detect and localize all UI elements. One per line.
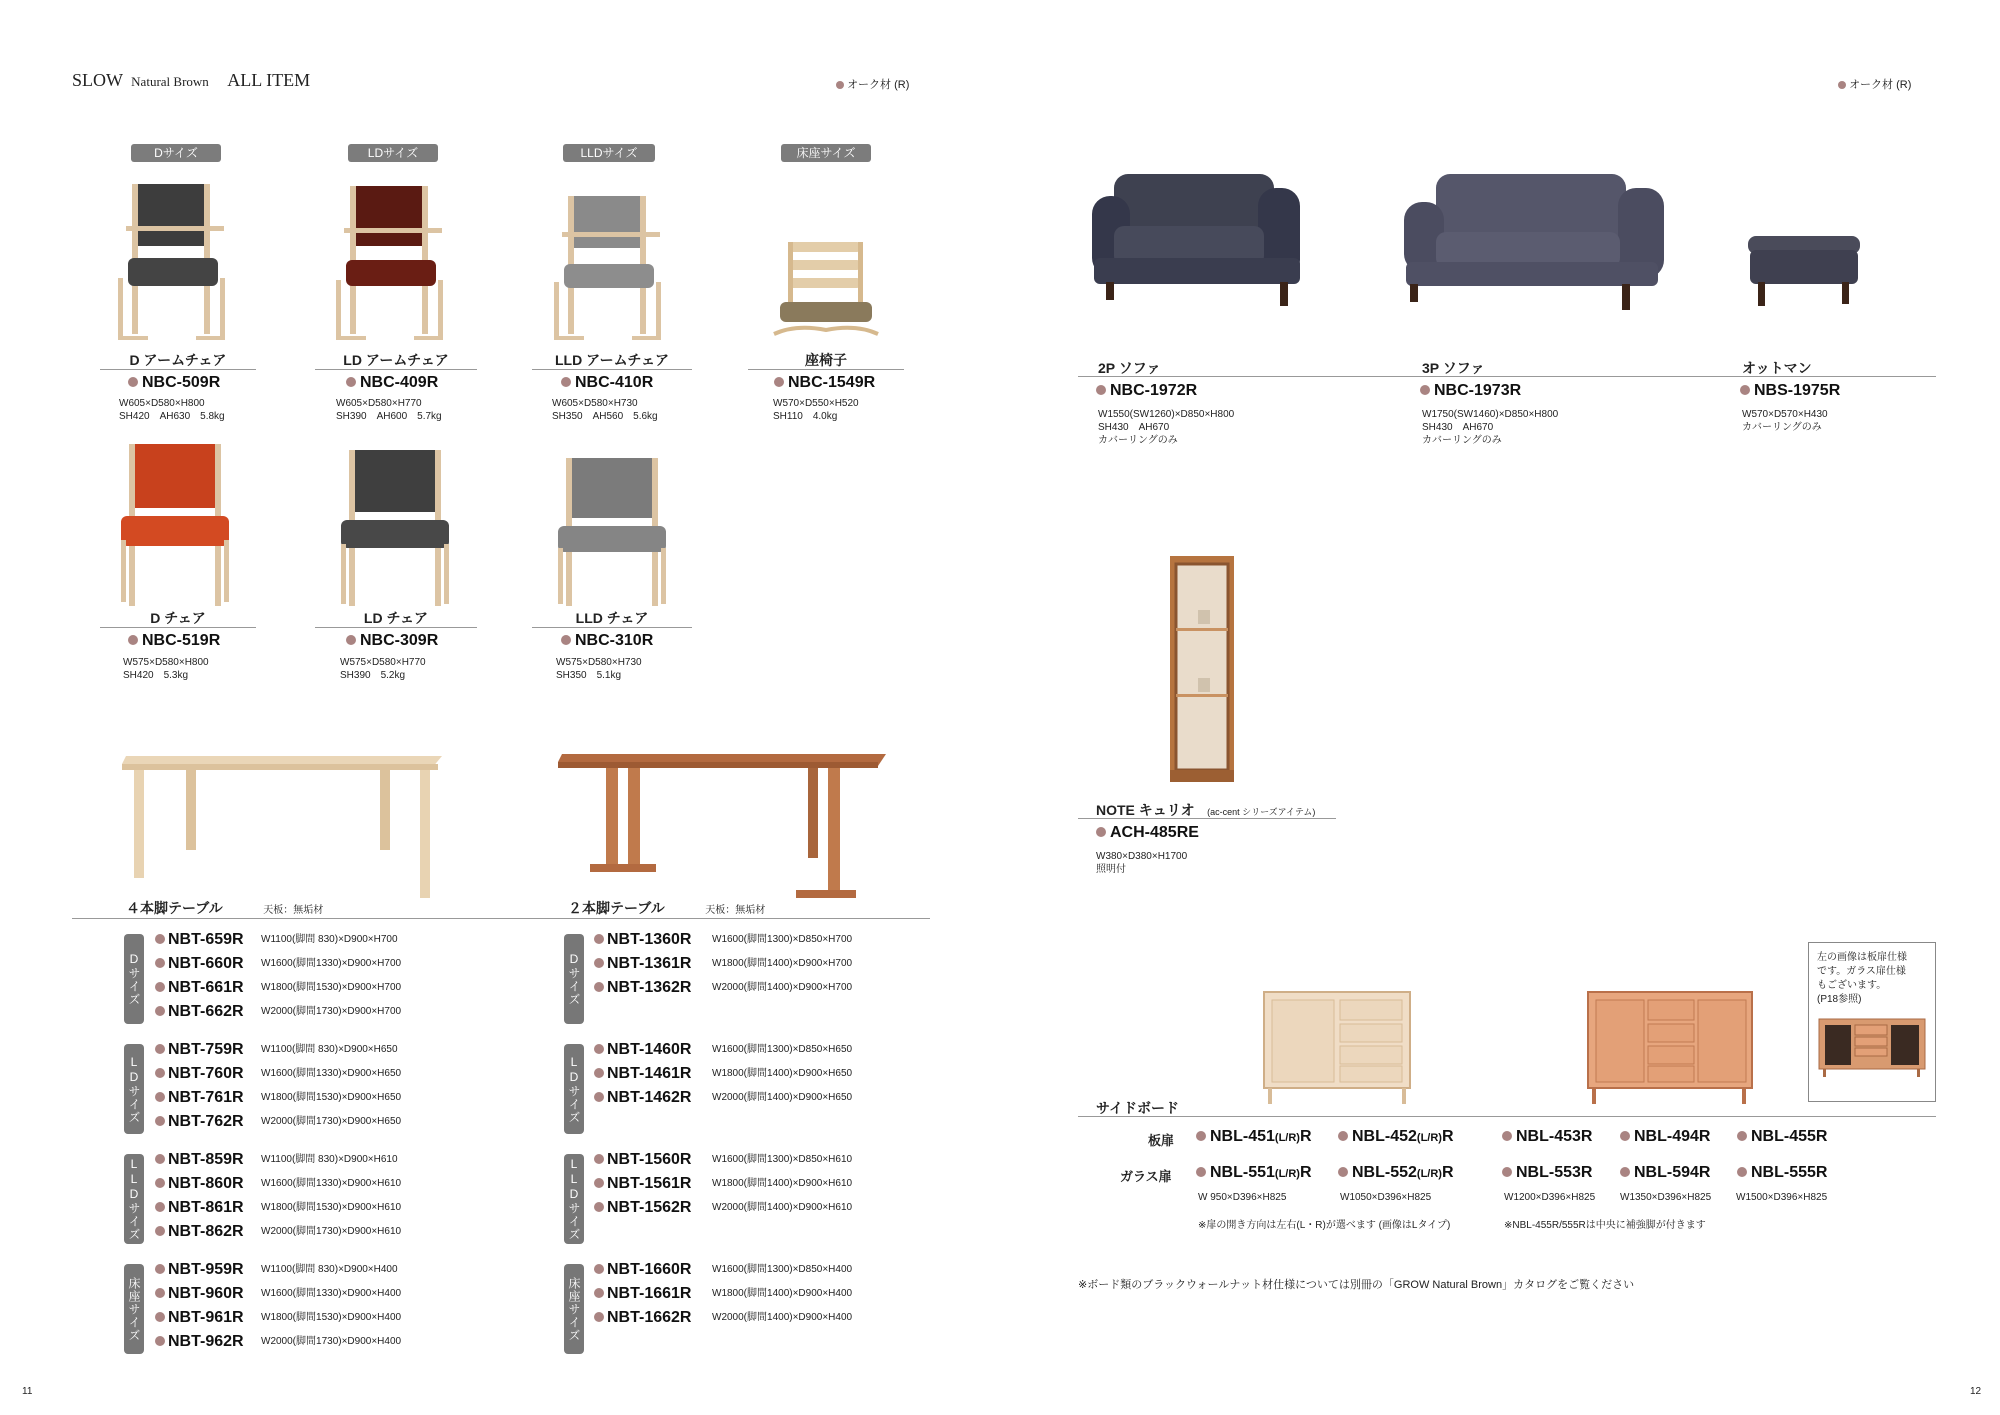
sofa-3p-image [1396,172,1686,312]
all-item-label: ALL ITEM [227,70,311,90]
divider [100,627,256,628]
material-dot [561,635,571,645]
size-label-lld: LLDサイズ [564,1154,584,1244]
size-label-lld: LLDサイズ [124,1154,144,1244]
divider [315,369,477,370]
size-label-ld: LDサイズ [564,1044,584,1134]
chair-dims: W605×D580×H730 SH350 AH560 5.6kg [552,398,658,422]
chair-name: 座椅子 [805,352,847,368]
material-dot [155,1092,165,1102]
table-row: NBT-961R W1800(脚間1530)×D900×H400 [155,1308,401,1332]
size-tag-ld: LDサイズ [348,144,438,162]
chair-dims: W605×D580×H800 SH420 AH630 5.8kg [119,398,225,422]
material-dot [155,934,165,944]
size-label-d: Dサイズ [124,934,144,1024]
material-dot [155,1154,165,1164]
size-label-d: Dサイズ [564,934,584,1024]
divider [748,369,904,370]
table-row: NBT-859R W1100(脚間 830)×D900×H610 [155,1150,398,1174]
sofa-dims: W1550(SW1260)×D850×H800 SH430 AH670 カバーリングのみ [1098,409,1235,446]
material-dot [1096,385,1106,395]
curio-dims: W380×D380×H1700 照明付 [1096,851,1188,875]
table-row: NBT-760R W1600(脚間1330)×D900×H650 [155,1064,401,1088]
table-row: NBT-1562R W2000(脚間1400)×D900×H610 [594,1198,852,1222]
size-label-ld: LDサイズ [124,1044,144,1134]
material-dot [594,1068,604,1078]
curio-code: ACH-485RE [1096,824,1199,842]
material-dot [594,1154,604,1164]
four-leg-table-image [120,750,450,902]
sideboard-code: NBL-453R [1502,1128,1592,1146]
note-line: です。ガラス扉仕様 [1817,966,1906,977]
walnut-footnote: ※ボード類のブラックウォールナット材仕様については別冊の「GROW Natural Brown」カタログをご覧ください [1078,1279,1635,1291]
chair-name: LD チェア [363,610,429,626]
material-label-right: オーク材 (R) [1838,76,1911,92]
d-chair-image [115,440,235,610]
note-line: (P18参照) [1817,994,1862,1005]
table-row: NBT-1361R W1800(脚間1400)×D900×H700 [594,954,852,978]
sofa-3p-name: 3P ソファ [1422,360,1485,376]
size-tag-d: Dサイズ [131,144,221,162]
sideboard-code: NBL-551(L/R)R [1196,1164,1312,1182]
sideboard-dim: W1050×D396×H825 [1340,1192,1432,1203]
material-dot [1737,1167,1747,1177]
size-tag-floor: 床座サイズ [781,144,871,162]
glass-door-label: ガラス扉 [1120,1169,1172,1184]
table-row: NBT-1560R W1600(脚間1300)×D850×H610 [594,1150,852,1174]
table-row: NBT-1662R W2000(脚間1400)×D900×H400 [594,1308,852,1332]
material-dot [1620,1131,1630,1141]
sideboard-code: NBL-553R [1502,1164,1592,1182]
material-dot [1737,1131,1747,1141]
material-dot [346,377,356,387]
sideboard-medium-image [1586,990,1754,1106]
chair-name: LD アームチェア [343,352,449,368]
two-leg-table-title: ２本脚テーブル 天板：無垢材 [568,900,766,916]
table-row: NBT-1561R W1800(脚間1400)×D900×H610 [594,1174,852,1198]
material-dot [155,1288,165,1298]
material-dot [594,1092,604,1102]
curio-cabinet-image [1168,554,1238,784]
material-dot [155,1178,165,1188]
material-dot [561,377,571,387]
table-row: NBT-1462R W2000(脚間1400)×D900×H650 [594,1088,852,1112]
material-dot [155,1226,165,1236]
table-row: NBT-1460R W1600(脚間1300)×D850×H650 [594,1040,852,1064]
material-dot [594,1178,604,1188]
material-dot [1338,1167,1348,1177]
ottoman-code: NBS-1975R [1740,382,1840,400]
material-dot [594,1202,604,1212]
material-dot [1502,1131,1512,1141]
material-dot [1740,385,1750,395]
material-dot [836,81,844,89]
size-label-floor: 床座サイズ [124,1264,144,1354]
divider [315,627,477,628]
sideboard-divider [1078,1116,1936,1117]
glass-sideboard-image [1817,1017,1927,1079]
material-dot [155,1202,165,1212]
chair-code: NBC-310R [561,632,653,650]
sideboard-code: NBL-455R [1737,1128,1827,1146]
material-dot [594,1264,604,1274]
sideboard-title: サイドボード [1096,1100,1180,1116]
wood-door-label: 板扉 [1148,1133,1175,1148]
door-direction-note: ※扉の開き方向は左右(L・R)が選べます (画像はLタイプ) [1198,1220,1451,1231]
glass-door-note-box [1808,942,1936,1102]
chair-code: NBC-410R [561,374,653,392]
size-label-floor: 床座サイズ [564,1264,584,1354]
ottoman-dims: W570×D570×H430 カバーリングのみ [1742,409,1828,433]
sideboard-code: NBL-452(L/R)R [1338,1128,1454,1146]
table-row: NBT-959R W1100(脚間 830)×D900×H400 [155,1260,398,1284]
sofa-dims: W1750(SW1460)×D850×H800 SH430 AH670 カバーリングのみ [1422,409,1559,446]
table-row: NBT-862R W2000(脚間1730)×D900×H610 [155,1222,401,1246]
sideboard-dim: W1500×D396×H825 [1736,1192,1828,1203]
material-dot [155,1312,165,1322]
material-dot [155,1264,165,1274]
chair-name: LLD チェア [575,610,649,626]
material-dot [1838,81,1846,89]
material-dot [594,1288,604,1298]
sideboard-code: NBL-552(L/R)R [1338,1164,1454,1182]
table-row: NBT-759R W1100(脚間 830)×D900×H650 [155,1040,398,1064]
material-dot [774,377,784,387]
sideboard-code: NBL-451(L/R)R [1196,1128,1312,1146]
table-row: NBT-860R W1600(脚間1330)×D900×H610 [155,1174,401,1198]
table-row: NBT-1360R W1600(脚間1300)×D850×H700 [594,930,852,954]
material-dot [1196,1167,1206,1177]
chair-code: NBC-309R [346,632,438,650]
chair-code: NBC-1549R [774,374,875,392]
material-dot [1338,1131,1348,1141]
four-leg-table-title: ４本脚テーブル 天板：無垢材 [126,900,324,916]
material-dot [155,1068,165,1078]
material-dot [155,1116,165,1126]
table-row: NBT-861R W1800(脚間1530)×D900×H610 [155,1198,401,1222]
table-row: NBT-1661R W1800(脚間1400)×D900×H400 [594,1284,852,1308]
material-dot [594,1312,604,1322]
chair-name: D チェア [150,610,206,626]
sofa-code: NBC-1972R [1096,382,1197,400]
material-dot [155,1336,165,1346]
material-dot [594,958,604,968]
chair-code: NBC-409R [346,374,438,392]
chair-dims: W575×D580×H770 SH390 5.2kg [340,657,426,681]
lld-chair-image [552,454,672,610]
chair-dims: W570×D550×H520 SH110 4.0kg [773,398,859,422]
note-line: もございます。 [1817,980,1887,991]
table-row: NBT-761R W1800(脚間1530)×D900×H650 [155,1088,401,1112]
material-dot [128,377,138,387]
sofa-2p-name: 2P ソファ [1098,360,1161,376]
material-dot [155,958,165,968]
sideboard-dim: W1200×D396×H825 [1504,1192,1596,1203]
material-dot [1502,1167,1512,1177]
chair-dims: W575×D580×H800 SH420 5.3kg [123,657,209,681]
chair-dims: W575×D580×H730 SH350 5.1kg [556,657,642,681]
sideboard-code: NBL-555R [1737,1164,1827,1182]
ld-armchair-image [328,178,458,348]
note-line: 左の画像は板扉仕様 [1817,952,1907,963]
page-number-right: 12 [1970,1386,1982,1397]
table-row: NBT-661R W1800(脚間1530)×D900×H700 [155,978,401,1002]
sideboard-light-image [1262,990,1412,1106]
material-dot [1620,1167,1630,1177]
table-row: NBT-662R W2000(脚間1730)×D900×H700 [155,1002,401,1026]
sideboard-code: NBL-494R [1620,1128,1710,1146]
catalog-title [72,70,310,91]
sideboard-dim: W1350×D396×H825 [1620,1192,1712,1203]
brand-name: SLOW [72,70,123,90]
material-dot [155,982,165,992]
material-dot [1096,827,1106,837]
d-armchair-image [110,178,240,348]
sofa-2p-image [1084,172,1344,312]
table-row: NBT-1362R W2000(脚間1400)×D900×H700 [594,978,852,1002]
chair-dims: W605×D580×H770 SH390 AH600 5.7kg [336,398,442,422]
size-tag-lld: LLDサイズ [563,144,655,162]
curio-divider [1078,818,1336,819]
material-dot [1196,1131,1206,1141]
sofa-code: NBC-1973R [1420,382,1521,400]
sideboard-code: NBL-594R [1620,1164,1710,1182]
material-dot [155,1006,165,1016]
material-dot [594,982,604,992]
table-row: NBT-660R W1600(脚間1330)×D900×H700 [155,954,401,978]
sideboard-dim: W 950×D396×H825 [1198,1192,1287,1203]
floor-chair-image [766,238,886,350]
lld-armchair-image [546,188,676,348]
divider [100,369,256,370]
table-row: NBT-1660R W1600(脚間1300)×D850×H400 [594,1260,852,1284]
ottoman-name: オットマン [1742,360,1812,376]
divider [532,627,692,628]
divider [532,369,692,370]
table-section-divider [72,918,930,919]
material-label-left: オーク材 (R) [836,76,909,92]
curio-title: NOTE キュリオ (ac-cent シリーズアイテム) [1096,802,1316,818]
chair-code: NBC-509R [128,374,220,392]
two-leg-table-image [556,750,890,902]
material-dot [128,635,138,645]
sofa-divider [1078,376,1936,377]
ottoman-image [1744,232,1864,312]
chair-code: NBC-519R [128,632,220,650]
chair-name: LLD アームチェア [555,352,669,368]
material-dot [594,934,604,944]
table-row: NBT-762R W2000(脚間1730)×D900×H650 [155,1112,401,1136]
table-row: NBT-960R W1600(脚間1330)×D900×H400 [155,1284,401,1308]
material-dot [346,635,356,645]
series-name: Natural Brown [131,74,209,89]
table-row: NBT-962R W2000(脚間1730)×D900×H400 [155,1332,401,1356]
chair-name: D アームチェア [129,352,227,368]
reinforcement-note: ※NBL-455R/555Rは中央に補強脚が付きます [1504,1220,1706,1231]
material-dot [1420,385,1430,395]
material-dot [155,1044,165,1054]
table-row: NBT-659R W1100(脚間 830)×D900×H700 [155,930,398,954]
ld-chair-image [335,446,455,610]
page-number-left: 11 [22,1386,33,1397]
material-dot [594,1044,604,1054]
table-row: NBT-1461R W1800(脚間1400)×D900×H650 [594,1064,852,1088]
